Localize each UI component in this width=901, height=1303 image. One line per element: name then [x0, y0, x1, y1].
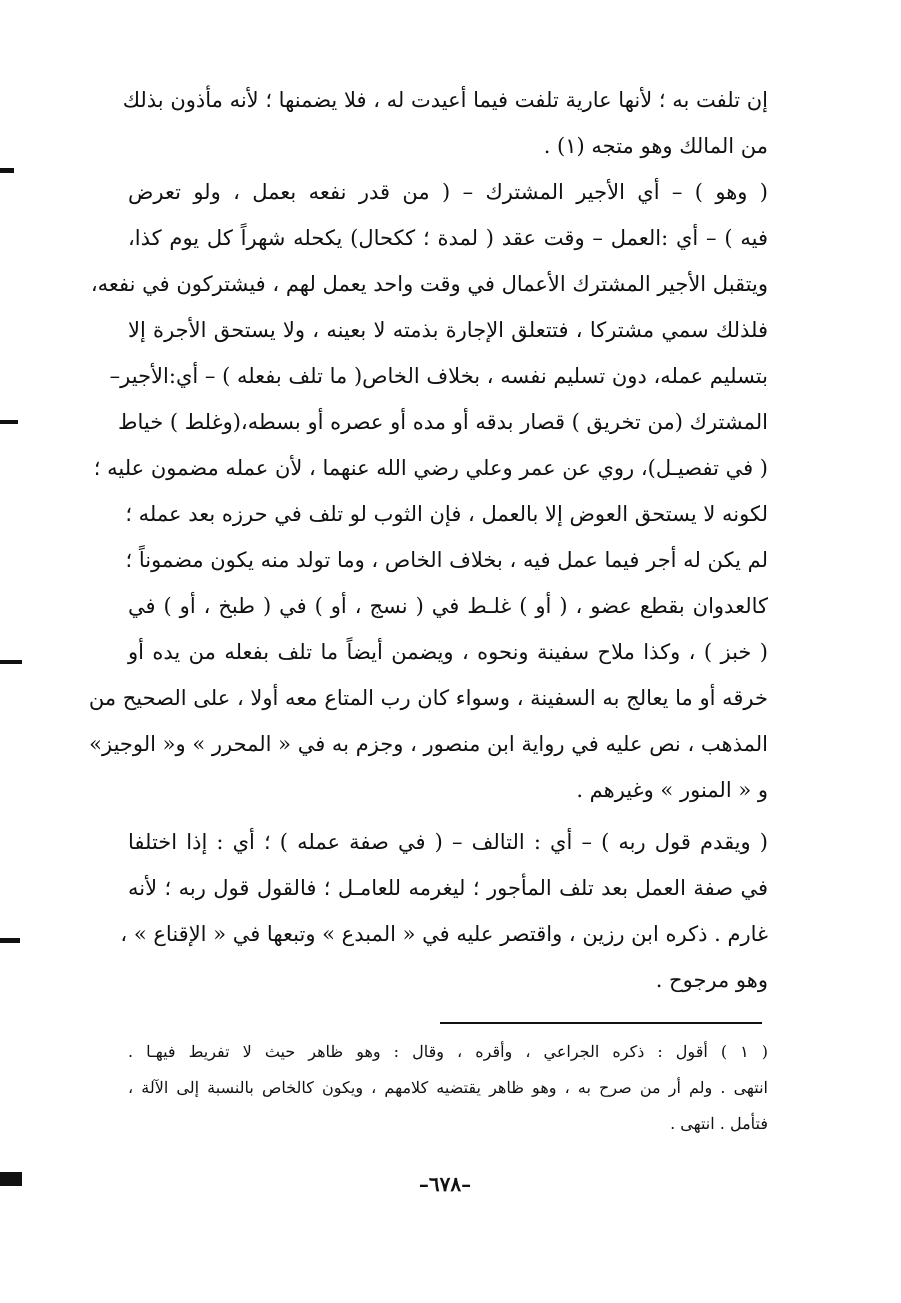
- text-line: و « المنور » وغيرهم .: [576, 778, 768, 802]
- page-number: –٦٧٨–: [418, 1172, 472, 1196]
- text-line: ( ويقدم قول ربه ) – أي : التالف – ( في صفة عمله ) ؛ أي : إذا اختلفا: [128, 830, 768, 854]
- binding-mark: [0, 660, 22, 664]
- text-line: ويتقبل الأجير المشترك الأعمال في وقت واحد يعمل لهم ، فيشتركون في نفعه،: [90, 272, 768, 296]
- text-line: المشترك (من تخريق ) قصار بدقه أو مده أو عصره أو بسطه،(وغلط ) خياط: [118, 410, 768, 434]
- text-line: من المالك وهو متجه (١) .: [543, 134, 768, 158]
- text-line: وهو مرجوح .: [655, 968, 768, 992]
- text-line: كالعدوان بقطع عضو ، ( أو ) غلـط في ( نسج ، أو ) في ( طبخ ، أو ) في: [128, 594, 768, 618]
- text-line: فيه ) – أي :العمل – وقت عقد ( لمدة ؛ ككحال) يكحله شهراً كل يوم كذا،: [128, 226, 768, 250]
- footnote-line: فتأمل . انتهى .: [670, 1114, 768, 1133]
- text-line: ( وهو ) – أي الأجير المشترك – ( من قدر نفعه بعمل ، ولو تعرض: [128, 180, 769, 204]
- text-line: غارم . ذكره ابن رزين ، واقتصر عليه في « المبدع » وتبعها في « الإقناع » ،: [120, 922, 768, 946]
- text-line: خرقه أو ما يعالج به السفينة ، وسواء كان رب المتاع معه أولا ، على الصحيح من: [88, 686, 768, 710]
- footnote: [128, 1036, 768, 1146]
- text-line: المذهب ، نص عليه في رواية ابن منصور ، وجزم به في « المحرر » و« الوجيز»: [89, 732, 768, 756]
- paragraph-2: [88, 172, 769, 822]
- footnote-line: ( ١ ) أقول : ذكره الجراعي ، وأقره ، وقال : وهو ظاهر حيث لا تفريط فيهـا .: [128, 1042, 769, 1061]
- text-line: في صفة العمل بعد تلف المأجور ؛ ليغرمه للعامـل ؛ فالقول قول ربه ؛ لأنه: [128, 876, 768, 900]
- text-line: لم يكن له أجر فيما عمل فيه ، بخلاف الخاص ، وما تولد منه يكون مضموناً ؛: [125, 548, 768, 572]
- text-line: فلذلك سمي مشتركا ، فتتعلق الإجارة بذمته لا بعينه ، ولا يستحق الأجرة إلا: [128, 318, 768, 342]
- paragraph-3: [120, 822, 768, 1012]
- text-line: لكونه لا يستحق العوض إلا بالعمل ، فإن الثوب لو تلف في حرزه بعد عمله ؛: [125, 502, 768, 526]
- text-line: إن تلفت به ؛ لأنها عارية تلفت فيما أعيدت له ، فلا يضمنها ؛ لأنه مأذون بذلك: [122, 88, 768, 112]
- text-line: ( في تفصيـل)، روي عن عمر وعلي رضي الله عنهما ، لأن عمله مضمون عليه ؛: [93, 456, 768, 480]
- binding-mark: [0, 1172, 22, 1186]
- footnote-line: انتهى . ولم أر من صرح به ، وهو ظاهر يقتضيه كلامهم ، ويكون كالخاص بالنسبة إلى الآلة ،: [128, 1078, 768, 1097]
- binding-mark: [0, 420, 18, 424]
- text-line: بتسليم عمله، دون تسليم نفسه ، بخلاف الخاص( ما تلف بفعله ) – أي:الأجير–: [109, 364, 768, 388]
- text-line: ( خبز ) ، وكذا ملاح سفينة ونحوه ، ويضمن أيضاً ما تلف بفعله من يده أو: [128, 640, 768, 664]
- paragraph-1: [122, 80, 768, 160]
- binding-mark: [0, 938, 20, 943]
- binding-mark: [0, 168, 14, 173]
- footnote-rule: [440, 1022, 762, 1024]
